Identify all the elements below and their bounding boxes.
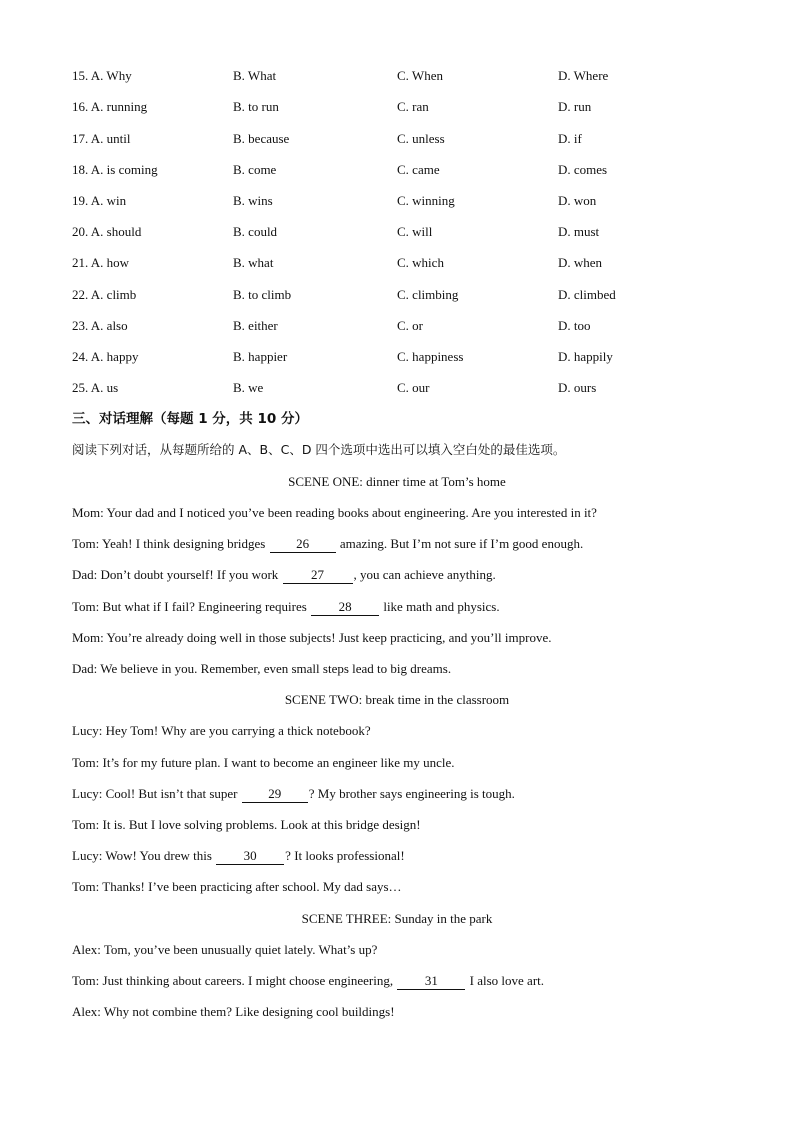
option-c: C. which <box>397 255 444 270</box>
dialogue-line: Lucy: Cool! But isn’t that super 29 ? My brother says engineering is tough. <box>72 786 515 801</box>
dialogue-line: Dad: Don’t doubt yourself! If you work 27 , you can achieve anything. <box>72 567 496 582</box>
option-a: 20. A. should <box>72 224 142 239</box>
option-a: 23. A. also <box>72 318 128 333</box>
option-b: B. we <box>233 380 264 395</box>
option-b: B. wins <box>233 193 273 208</box>
dialogue-line: Tom: It’s for my future plan. I want to become an engineer like my uncle. <box>72 755 455 770</box>
option-c: C. will <box>397 224 433 239</box>
option-c: C. happiness <box>397 349 464 364</box>
dialogue-line: Tom: It is. But I love solving problems. Look at this bridge design! <box>72 817 421 832</box>
option-row <box>0 253 794 273</box>
dialogue-line: Lucy: Wow! You drew this 30 ? It looks professional! <box>72 848 405 863</box>
dialogue-line: Tom: Yeah! I think designing bridges 26 amazing. But I’m not sure if I’m good enough. <box>72 536 584 551</box>
option-d: D. too <box>558 318 591 333</box>
option-c: C. winning <box>397 193 455 208</box>
option-c: C. ran <box>397 99 429 114</box>
option-d: D. climbed <box>558 287 616 302</box>
option-b: B. could <box>233 224 278 239</box>
option-row <box>0 97 794 117</box>
section-heading: 三、对话理解（每题 1 分，共 10 分） <box>72 411 308 427</box>
option-a: 24. A. happy <box>72 349 139 364</box>
dialogue-line: Mom: You’re already doing well in those subjects! Just keep practicing, and you’ll improve. <box>72 630 552 645</box>
dialogue-line: Alex: Tom, you’ve been unusually quiet lately. What’s up? <box>72 942 378 957</box>
dialogue-line: Alex: Why not combine them? Like designing cool buildings! <box>72 1004 395 1019</box>
option-d: D. won <box>558 193 597 208</box>
option-b: B. What <box>233 68 277 83</box>
option-row <box>0 285 794 305</box>
blank-31: 31 <box>397 973 465 990</box>
option-c: C. When <box>397 68 443 83</box>
dialogue-line: Lucy: Hey Tom! Why are you carrying a thick notebook? <box>72 723 371 738</box>
option-d: D. comes <box>558 162 608 177</box>
option-row <box>0 316 794 336</box>
dialogue-line: Mom: Your dad and I noticed you’ve been reading books about engineering. Are you interested in it? <box>72 505 597 520</box>
option-c: C. came <box>397 162 440 177</box>
blank-29: 29 <box>242 786 308 803</box>
option-b: B. come <box>233 162 277 177</box>
option-d: D. happily <box>558 349 613 364</box>
option-c: C. or <box>397 318 423 333</box>
option-d: D. Where <box>558 68 609 83</box>
blank-27: 27 <box>283 567 353 584</box>
blank-28: 28 <box>311 599 379 616</box>
option-a: 17. A. until <box>72 131 131 146</box>
scene-two-title: SCENE TWO: break time in the classroom <box>284 692 510 707</box>
blank-26: 26 <box>270 536 336 553</box>
option-a: 22. A. climb <box>72 287 137 302</box>
option-b: B. because <box>233 131 290 146</box>
option-b: B. happier <box>233 349 288 364</box>
option-row <box>0 222 794 242</box>
option-row <box>0 129 794 149</box>
option-row <box>0 66 794 86</box>
option-row <box>0 378 794 398</box>
scene-one-title: SCENE ONE: dinner time at Tom’s home <box>288 474 506 489</box>
option-a: 19. A. win <box>72 193 127 208</box>
dialogue-line: Dad: We believe in you. Remember, even small steps lead to big dreams. <box>72 661 452 676</box>
blank-30: 30 <box>216 848 284 865</box>
option-row <box>0 347 794 367</box>
section-instruction: 阅读下列对话，从每题所给的 A、B、C、D 四个选项中选出可以填入空白处的最佳选项。 <box>72 442 566 457</box>
option-c: C. unless <box>397 131 445 146</box>
option-a: 15. A. Why <box>72 68 132 83</box>
option-d: D. run <box>558 99 592 114</box>
scene-three-title: SCENE THREE: Sunday in the park <box>301 911 493 926</box>
dialogue-line: Tom: Just thinking about careers. I might choose engineering, 31 I also love art. <box>72 973 545 988</box>
option-b: B. to run <box>233 99 279 114</box>
option-row <box>0 191 794 211</box>
option-a: 25. A. us <box>72 380 119 395</box>
option-b: B. to climb <box>233 287 292 302</box>
option-c: C. our <box>397 380 430 395</box>
option-a: 18. A. is coming <box>72 162 158 177</box>
option-row <box>0 160 794 180</box>
option-d: D. when <box>558 255 603 270</box>
option-c: C. climbing <box>397 287 459 302</box>
option-b: B. either <box>233 318 278 333</box>
option-d: D. must <box>558 224 600 239</box>
dialogue-line: Tom: Thanks! I’ve been practicing after school. My dad says… <box>72 879 402 894</box>
option-d: D. if <box>558 131 582 146</box>
option-d: D. ours <box>558 380 597 395</box>
option-a: 21. A. how <box>72 255 130 270</box>
option-a: 16. A. running <box>72 99 148 114</box>
option-b: B. what <box>233 255 274 270</box>
dialogue-line: Tom: But what if I fail? Engineering requires 28 like math and physics. <box>72 599 500 614</box>
